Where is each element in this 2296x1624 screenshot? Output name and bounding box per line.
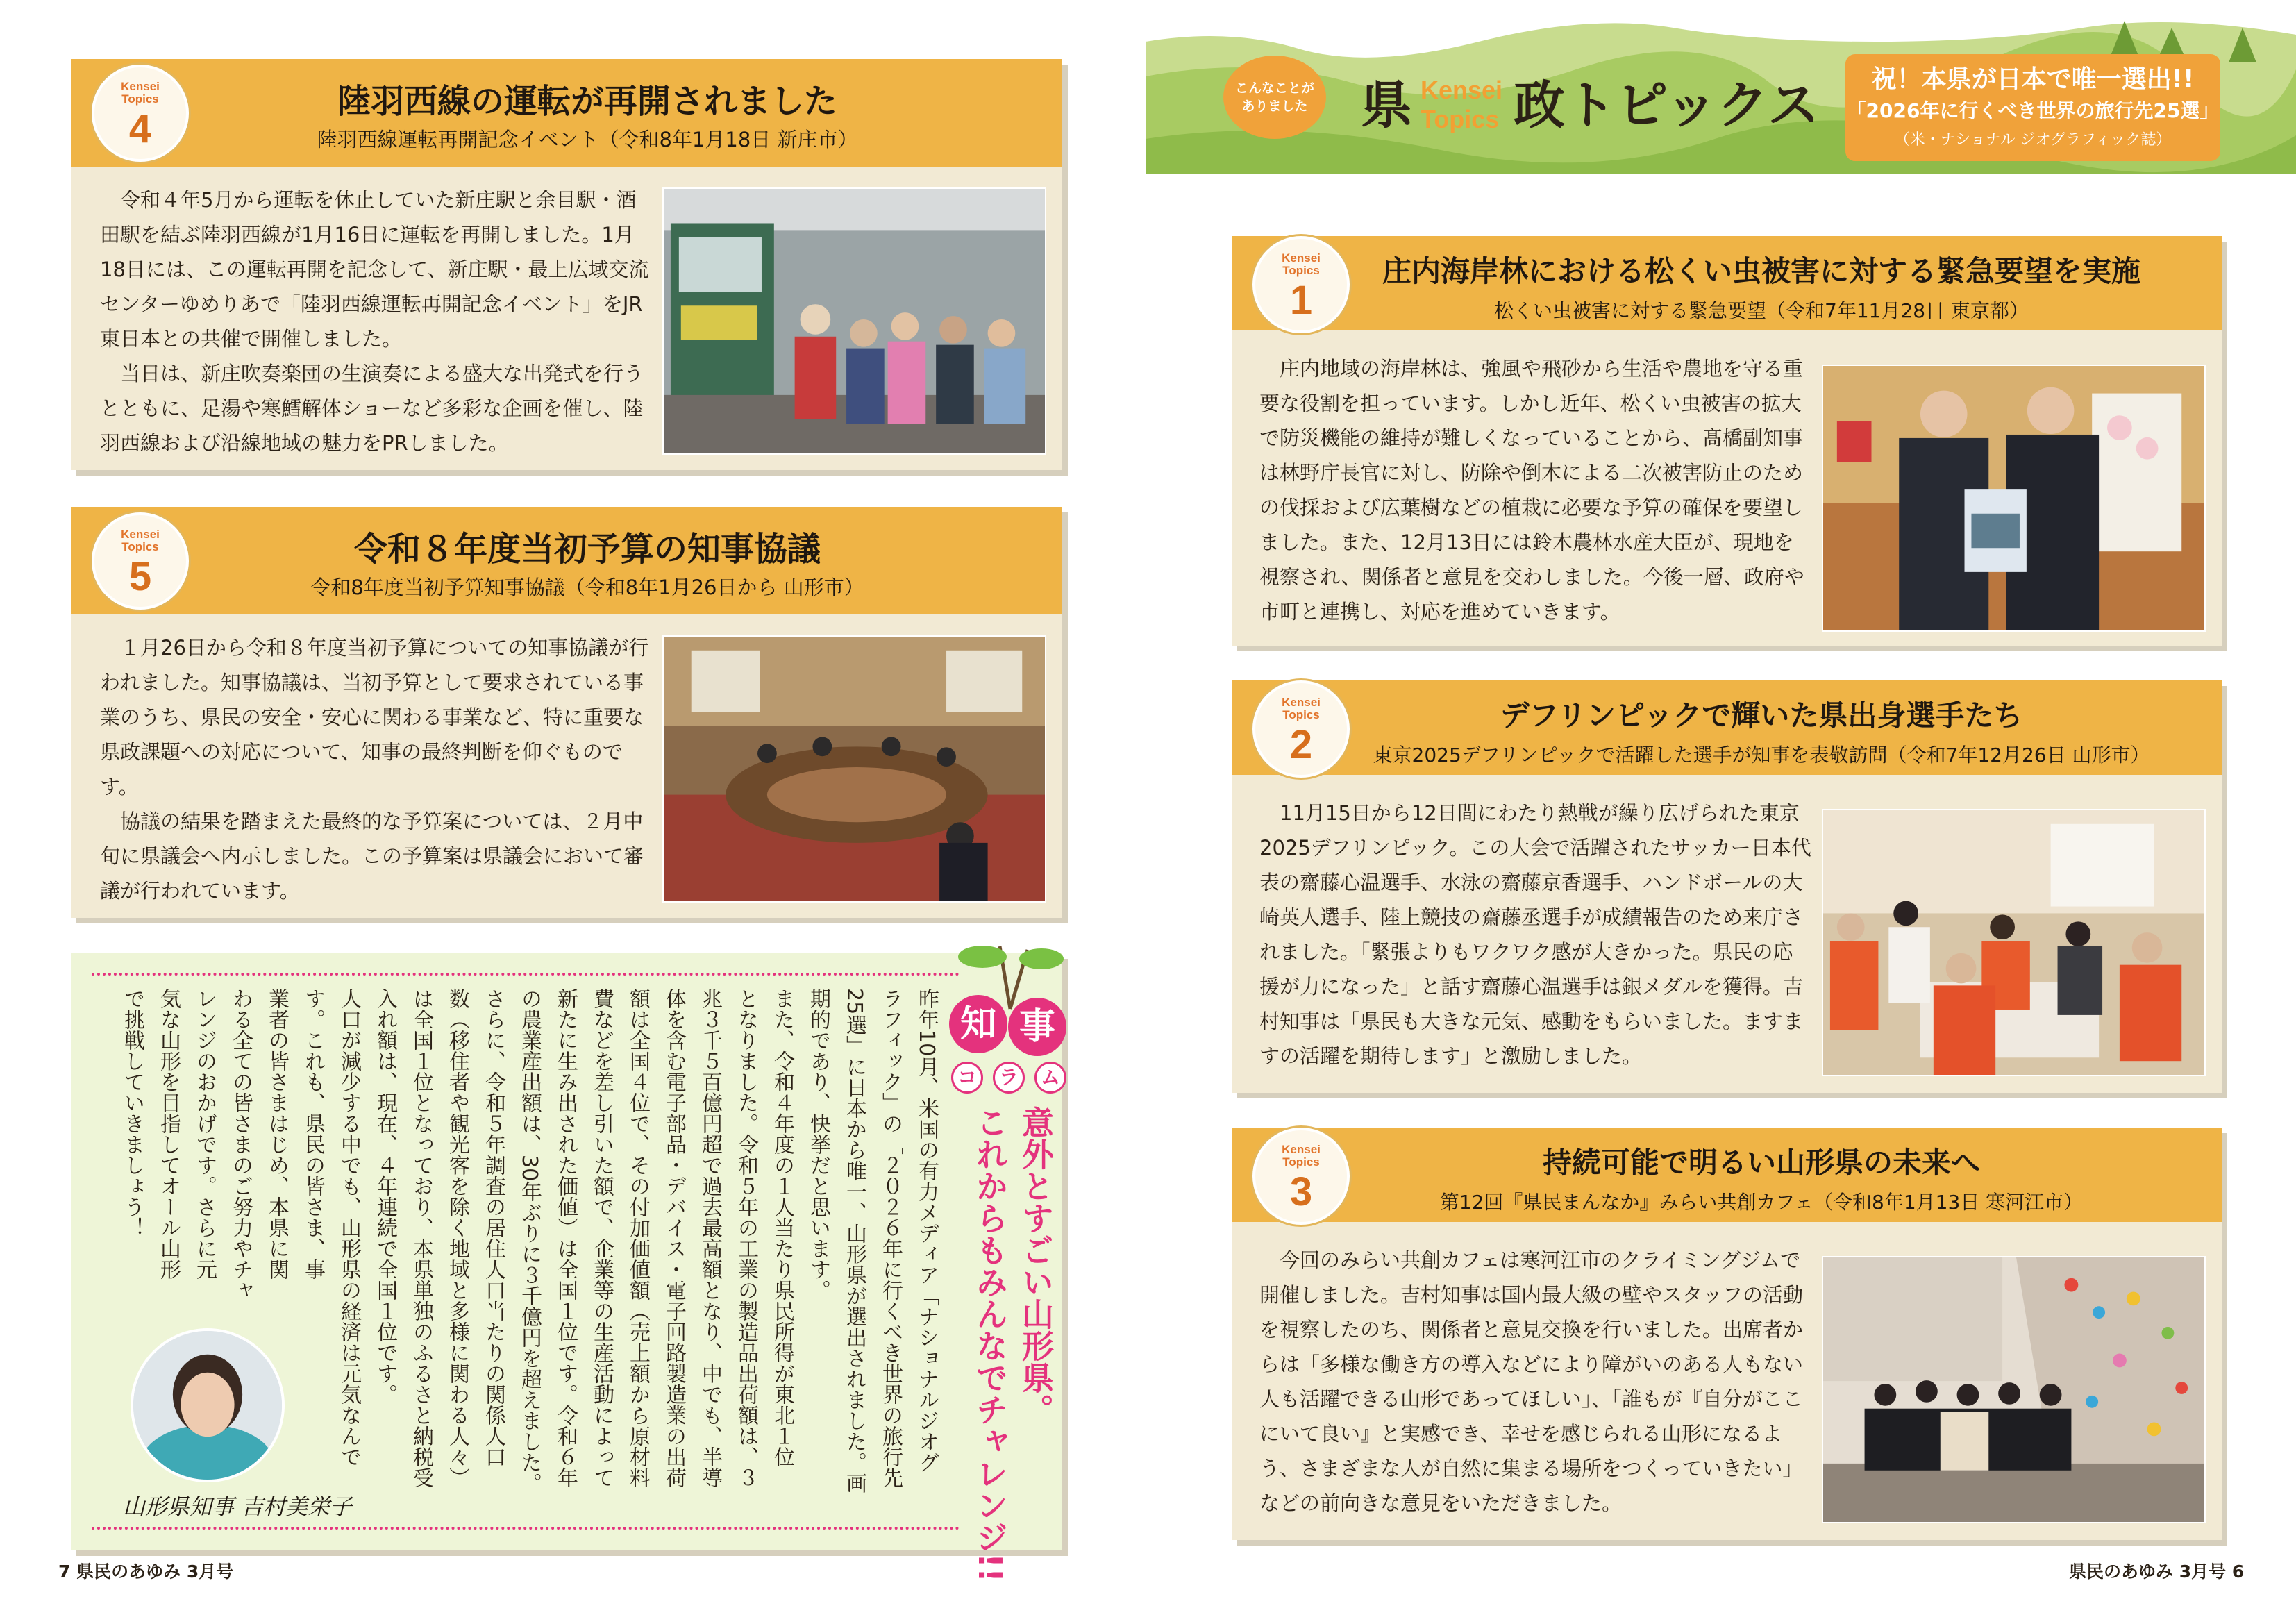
column-line: 額は全国４位で、その付加価値額（売上額から原材料	[626, 988, 650, 1488]
bubble-line-1: こんなことが	[1234, 81, 1314, 96]
paragraph: 庄内地域の海岸林は、強風や飛砂から生活や農地を守る重要な役割を担っています。しかし近年、松くい虫被害の拡大で防災機能の維持が難しくなっていることから、髙橋副知事は林野庁長官に対し、防除や倒木による二次被害防止のための伐採および広葉樹などの植栽に必要な予算の確保を要望しました。また、12月13日には鈴木農林水産大臣が、現地を視察され、関係者と意見を交わしました。今後一層、政府や市町と連携し、対応を進めていきます。	[1259, 357, 1804, 623]
banner-line-2: 「2026年に行くべき世界の旅行先25選」	[1846, 99, 2220, 122]
column-line: す。これも、県民の皆さま、事	[301, 988, 325, 1280]
topic-5-panel	[71, 507, 1062, 918]
page-number-right: 6	[2231, 1562, 2245, 1582]
badge-topics: Topics	[1282, 1155, 1320, 1169]
column-line: 昨年10月、米国の有力メディア「ナショナルジオグ	[914, 988, 939, 1473]
badge-kensei: Kensei	[1282, 251, 1321, 265]
topic-title: 庄内海岸林における松くい虫被害に対する緊急要望を実施	[1382, 254, 2140, 288]
budget-meeting-photo	[662, 635, 1046, 903]
topic-title: 令和８年度当初予算の知事協議	[353, 530, 821, 569]
governor-signature: 山形県知事 吉村美栄子	[122, 1493, 353, 1520]
column-line: は全国１位となっており、本県単独のふるさと納税受	[409, 988, 433, 1488]
badge-topics: Topics	[121, 540, 159, 553]
banner-line-1: 祝！本県が日本で唯一選出!!	[1871, 65, 2195, 94]
topic-body	[1259, 1243, 1812, 1534]
badge-kensei: Kensei	[1282, 1143, 1321, 1156]
paragraph: 当日は、新庄吹奏楽団の生演奏による盛大な出発式を行うとともに、足湯や寒鱈解体ショーなど多彩な企画を催し、陸羽西線および沿線地域の魅力をPRしました。	[100, 362, 644, 455]
column-line: レンジのおかげです。さらに元	[192, 988, 217, 1280]
column-line: で挑戦していきましょう！	[120, 988, 144, 1238]
column-line: 25選」に日本から唯一、山形県が選出されました。画	[842, 988, 866, 1494]
badge-topics: Topics	[1282, 264, 1320, 277]
title-seitopics: 政トピックス	[1514, 76, 1820, 135]
paragraph: 令和４年5月から運転を休止していた新庄駅と余目駅・酒田駅を結ぶ陸羽西線が1月16日に運転を再開しました。1月18日には、この運転再開を記念して、新庄駅・最上広域交流センターゆめりあで「陸羽西線運転再開記念イベント」をJR東日本との共催で開催しました。	[100, 188, 649, 351]
column-logo-mu: ム	[1034, 1062, 1066, 1094]
topic-body	[100, 183, 655, 460]
topic-subtitle: 東京2025デフリンピックで活躍した選手が知事を表敬訪問（令和7年12月26日 山形市）	[1373, 744, 2150, 767]
topic-title: 陸羽西線の運転が再開されました	[337, 82, 837, 121]
world-travel-banner	[1845, 54, 2220, 161]
column-bottom-dotted-line	[92, 1527, 960, 1530]
badge-topics: Topics	[1282, 708, 1320, 721]
column-line: 体を含む電子部品・デバイス・電子回路製造業の出荷	[662, 988, 686, 1488]
column-logo-ji: 事	[1008, 998, 1066, 1056]
column-line: 人口が減少する中でも、山形県の経済は元気なんで	[337, 988, 361, 1467]
title-ken: 県	[1361, 76, 1412, 135]
column-headline-2: これからもみんなでチャレンジ!!	[971, 1106, 1009, 1582]
column-line: 入れ額は、現在、４年連続で全国１位です。	[373, 988, 397, 1405]
topic-body	[100, 630, 655, 908]
badge-number: 1	[1289, 278, 1313, 323]
badge-topics: Topics	[121, 92, 159, 106]
topic-body	[1259, 796, 1812, 1087]
header-white-fade	[1146, 174, 2296, 215]
badge-kensei: Kensei	[121, 528, 160, 541]
paragraph: 協議の結果を踏まえた最終的な予算案については、２月中旬に県議会へ内示しました。この予算案は県議会において審議が行われています。	[100, 810, 644, 903]
column-line: また、令和４年度の１人当たり県民所得が東北１位	[770, 988, 794, 1467]
badge-kensei: Kensei	[121, 80, 160, 93]
petition-photo	[1822, 365, 2206, 632]
column-line: となりました。令和５年の工業の製造品出荷額は、３	[734, 988, 758, 1488]
column-line: 兆３千５百億円超で過去最高額となり、中でも、半導	[698, 988, 722, 1488]
column-line: 業者の皆さまはじめ、本県に関	[265, 988, 289, 1280]
governor-portrait	[131, 1328, 285, 1482]
badge-kensei: Kensei	[1282, 696, 1321, 709]
footer-left	[58, 1558, 233, 1583]
banner-line-3: （米・ナショナル ジオグラフィック誌）	[1894, 131, 2172, 149]
paragraph: 11月15日から12日間にわたり熱戦が繰り広げられた東京2025デフリンピック。この大会で活躍されたサッカー日本代表の齋藤心温選手、水泳の齋藤京香選手、ハンドボールの大崎英人選手、陸上競技の齋藤丞選手が成績報告のため来庁されました。「緊張よりもワクワク感が大きかった。県民の応援が力になった」と話す齋藤心温選手は銀メダルを獲得。吉村知事は「県民も大きな元気、感動をもらいました。ますますの活躍を期待します」と激励しました。	[1259, 801, 1811, 1068]
paragraph: １月26日から令和８年度当初予算についての知事協議が行われました。知事協議は、当初予算として要求されている事業のうち、県民の安全・安心に関わる事業など、特に重要な県政課題への対応について、知事の最終判断を仰ぐものです。	[100, 636, 649, 798]
page-number-left: 7	[58, 1562, 71, 1582]
badge-number: 4	[128, 106, 152, 151]
topic-subtitle: 令和8年度当初予算知事協議（令和8年1月26日から 山形市）	[310, 576, 864, 599]
paragraph: 今回のみらい共創カフェは寒河江市のクライミングジムで開催しました。吉村知事は国内最大級の壁やスタッフの活動を視察したのち、関係者と意見交換を行いました。出席者からは「多様な働き方の導入などにより障がいのある人もない人も活躍できる山形であってほしい」、「誰もが『自分がここにいて良い』と実感でき、幸せを感じられる山形になるよう、さまざまな人が自然に集まる場所をつくっていきたい」などの前向きな意見をいただきました。	[1259, 1248, 1804, 1515]
topic-subtitle: 陸羽西線運転再開記念イベント（令和8年1月18日 新庄市）	[317, 128, 858, 151]
bubble-line-2: ありました	[1241, 99, 1308, 114]
column-logo-chi: 知	[949, 995, 1007, 1053]
badge-number: 3	[1289, 1169, 1313, 1214]
title-topics: Topics	[1421, 105, 1500, 133]
column-line: わる全ての皆さまのご努力やチャ	[228, 988, 253, 1300]
title-kensei: Kensei	[1421, 76, 1503, 104]
column-line: 数（移住者や観光客を除く地域と多様に関わる人々）	[445, 988, 469, 1488]
footer-left-text: 県民のあゆみ 3月号	[76, 1562, 234, 1582]
column-line: 費などを差し引いた額で、企業等の生産活動によって	[589, 988, 614, 1488]
column-line: さらに、令和５年調査の居住人口当たりの関係人口	[481, 988, 505, 1467]
topic-3-panel	[1232, 1128, 2222, 1540]
train-event-photo	[662, 187, 1046, 455]
topic-body	[1259, 351, 1812, 636]
header-bubble	[1223, 56, 1326, 139]
topic-subtitle: 松くい虫被害に対する緊急要望（令和7年11月28日 東京都）	[1494, 299, 2029, 322]
badge-number: 2	[1289, 722, 1313, 767]
column-line: 期的であり、快挙だと思います。	[806, 988, 830, 1300]
topic-1-panel	[1232, 236, 2222, 646]
column-line: 気な山形を目指してオール山形	[156, 988, 181, 1280]
column-logo-ra: ラ	[993, 1062, 1025, 1094]
footer-right	[2069, 1558, 2244, 1583]
topic-subtitle: 第12回『県民まんなか』みらい共創カフェ（令和8年1月13日 寒河江市）	[1439, 1191, 2084, 1214]
column-line: ラフィック」の「２０２６年に行くべき世界の旅行先	[878, 988, 903, 1488]
topic-title: デフリンピックで輝いた県出身選手たち	[1500, 698, 2023, 733]
column-top-dotted-line	[92, 973, 960, 976]
topic-4-panel	[71, 59, 1062, 470]
column-headline-1: 意外とすごい山形県。	[1017, 1106, 1055, 1425]
column-line: 新たに生み出された価値）は全国１位です。令和６年	[553, 988, 578, 1488]
footer-right-text: 県民のあゆみ 3月号	[2069, 1562, 2227, 1582]
deaflympics-photo	[1822, 809, 2206, 1076]
topic-title: 持続可能で明るい山形県の未来へ	[1542, 1146, 1980, 1180]
column-line: の農業産出額は、30年ぶりに３千億円を超えました。	[517, 988, 542, 1494]
column-logo-ko: コ	[951, 1062, 983, 1094]
climbing-gym-photo	[1822, 1256, 2206, 1523]
topic-2-panel	[1232, 680, 2222, 1093]
badge-number: 5	[128, 554, 152, 599]
